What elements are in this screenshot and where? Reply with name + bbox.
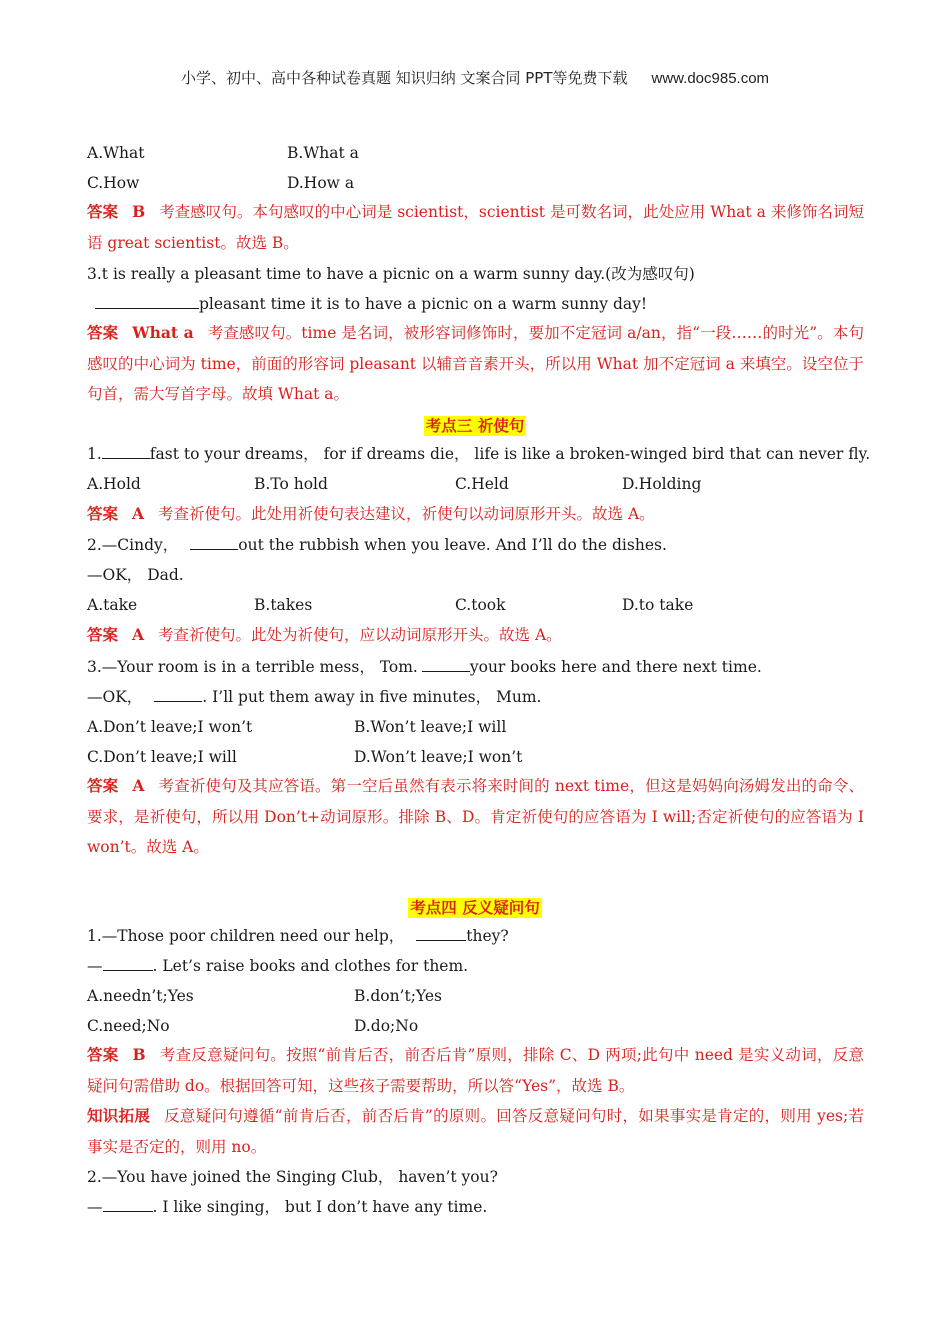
answer-label: 答案 [87,505,119,523]
option-a: A.needn’t;Yes [87,987,194,1005]
s4-question-1 [87,926,509,946]
question-text-end: your books here and there next time. [469,658,762,676]
answer-q2 [87,197,864,258]
header-site-link[interactable]: www.doc985.com [651,70,770,87]
s4-question-1-reply [87,956,468,976]
reply-text: . Let’s raise books and clothes for them. [152,957,469,975]
option-a: A.What [87,144,145,162]
answer-q3 [87,318,864,410]
answer-key: A [132,776,145,795]
option-d: D.to take [622,596,694,614]
answer-blank[interactable] [103,1197,153,1212]
answer-key: B [132,202,146,221]
answer-blank[interactable] [103,956,153,971]
section-heading-3 [0,414,950,436]
answer-label: 答案 [87,1046,119,1064]
question-text: fast to your dreams， for if dreams die， life is like a broken-winged bird that can never fly. [149,445,871,463]
answer-s4q1 [87,1040,864,1101]
answer-blank[interactable] [416,926,466,941]
option-b: B.don’t;Yes [354,987,442,1005]
s4-question-2: 2.—You have joined the Singing Club， haven’t you? [87,1168,498,1186]
option-a: A.Hold [87,475,141,493]
answer-label: 答案 [87,203,119,221]
option-d: D.How a [287,174,355,192]
question-text-end: they? [466,927,509,945]
s3-question-2 [87,535,667,555]
option-d: D.Holding [622,475,702,493]
answer-blank[interactable] [422,657,470,672]
reply-text: . I like singing， but I don’t have any time. [152,1198,488,1216]
question-3-fill-text: pleasant time it is to have a picnic on a warm sunny day! [199,295,648,313]
question-text-start: 3.—Your room is in a terrible mess， Tom. [87,658,418,676]
knowledge-extension [87,1101,864,1162]
option-a: A.Don’t leave;I won’t [87,718,253,736]
question-text-end: out the rubbish when you leave. And I’ll do the dishes. [238,536,667,554]
answer-explanation: 考查反意疑问句。按照“前肯后否，前否后肯”原则，排除 C、D 两项;此句中 need 是实义动词，反意疑问句需借助 do。根据回答可知，这些孩子需要帮助，所以答“Yes”，故选 B。 [87,1046,864,1095]
answer-blank[interactable] [95,294,199,309]
s3-question-2-reply: —OK， Dad. [87,566,184,584]
reply-text-end: . I’ll put them away in five minutes， Mum. [202,688,542,706]
option-d: D.do;No [354,1017,419,1035]
answer-explanation: 考查感叹句。本句感叹的中心词是 scientist，scientist 是可数名词，此处应用 What a 来修饰名词短语 great scientist。故选 B。 [87,203,864,252]
answer-explanation: 考查祈使句。此处用祈使句表达建议，祈使句以动词原形开头。故选 A。 [158,505,655,523]
s3-question-3-reply [87,687,542,707]
option-c: C.need;No [87,1017,170,1035]
answer-blank[interactable] [154,687,202,702]
question-number: 1. [87,445,102,463]
section-title: 考点四 反义疑问句 [410,899,540,917]
option-b: B.What a [287,144,359,162]
answer-s3q1 [87,499,864,530]
answer-key: A [132,625,145,644]
option-c: C.Held [455,475,509,493]
section-heading-4 [0,896,950,918]
answer-blank[interactable] [190,535,238,550]
option-b: B.takes [254,596,313,614]
answer-s3q2 [87,620,864,651]
option-a: A.take [87,596,138,614]
option-c: C.Don’t leave;I will [87,748,237,766]
s4-question-2-reply [87,1197,487,1217]
option-c: C.took [455,596,506,614]
section-title: 考点三 祈使句 [425,417,525,435]
option-d: D.Won’t leave;I won’t [354,748,523,766]
reply-text-start: —OK， [87,688,143,706]
answer-explanation: 考查祈使句及其应答语。第一空后虽然有表示将来时间的 next time，但这是妈妈向汤姆发出的命令、要求，是祈使句，所以用 Don’t+动词原形。排除 B、D。肯定祈使句的应答语为 I will;否定祈使句的应答语为 I won’t。故选 A。 [87,777,864,856]
answer-key: What a [132,323,194,342]
option-b: B.To hold [254,475,328,493]
option-b: B.Won’t leave;I will [354,718,507,736]
question-3-fill-line [87,294,647,314]
reply-dash: — [87,957,103,975]
question-text-start: 1.—Those poor children need our help， [87,927,405,945]
s3-question-1 [87,444,870,464]
answer-label: 答案 [87,324,119,342]
option-c: C.How [87,174,140,192]
page-header [0,67,950,88]
question-3-stem: 3.t is really a pleasant time to have a picnic on a warm sunny day.(改为感叹句) [87,265,695,283]
extension-label: 知识拓展 [87,1107,151,1125]
extension-text: 反意疑问句遵循“前肯后否，前否后肯”的原则。回答反意疑问句时，如果事实是肯定的，则用 yes;若事实是否定的，则用 no。 [87,1107,864,1156]
answer-explanation: 考查祈使句。此处为祈使句，应以动词原形开头。故选 A。 [158,626,562,644]
answer-s3q3 [87,771,864,863]
header-text: 小学、初中、高中各种试卷真题 知识归纳 文案合同 PPT等免费下载 [180,69,628,87]
s3-question-3 [87,657,762,677]
answer-explanation: 考查感叹句。time 是名词，被形容词修饰时，要加不定冠词 a/an，指“一段……的时光”。本句感叹的中心词为 time，前面的形容词 pleasant 以辅音音素开头，所以用 What 加不定冠词 a 来填空。设空位于句首，需大写首字母。故填 What a。 [87,324,864,403]
answer-blank[interactable] [102,444,150,459]
answer-label: 答案 [87,626,119,644]
answer-label: 答案 [87,777,119,795]
question-text-start: 2.—Cindy， [87,536,179,554]
reply-dash: — [87,1198,103,1216]
answer-key: B [132,1045,146,1064]
answer-key: A [132,504,145,523]
